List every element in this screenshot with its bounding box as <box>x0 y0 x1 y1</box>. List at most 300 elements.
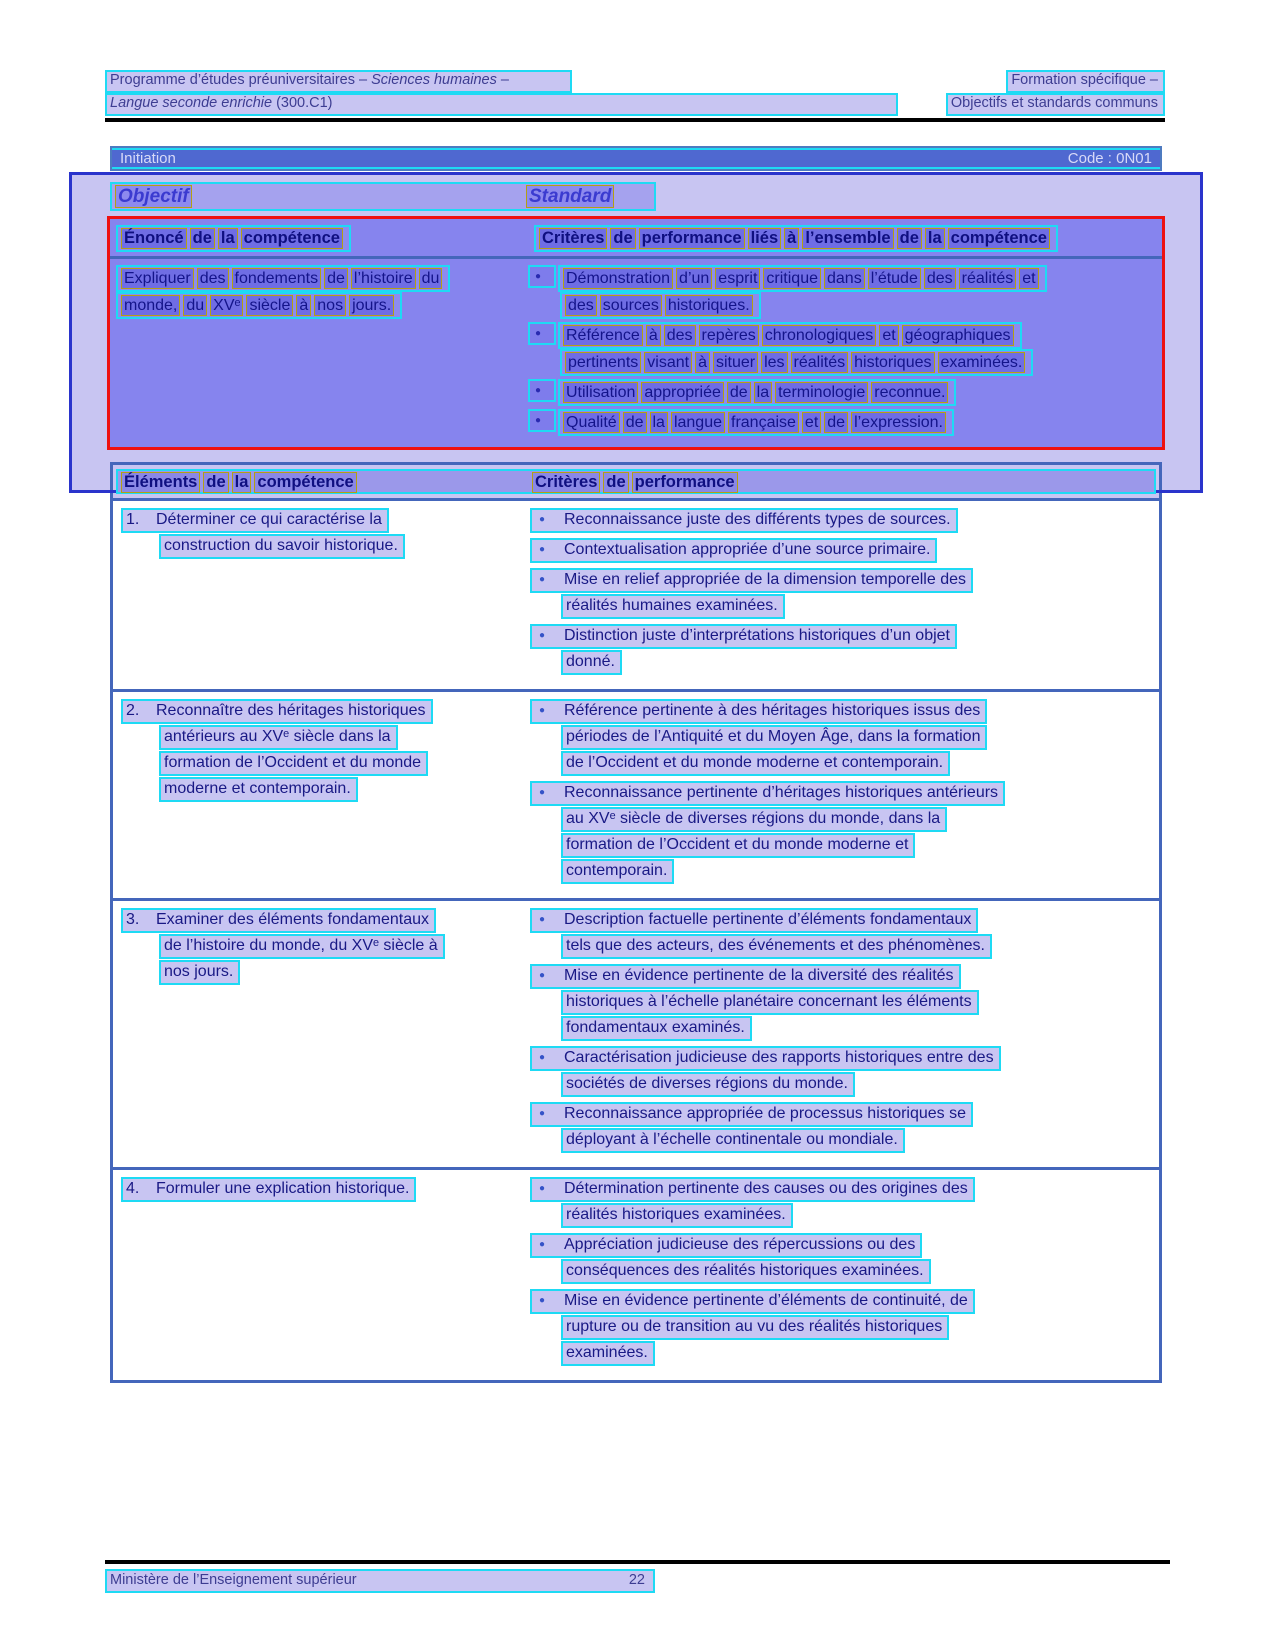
word-box: la <box>925 228 945 249</box>
line-text: examinées. <box>566 1344 648 1361</box>
line-text: formation de l’Occident et du monde moderne et <box>566 836 909 853</box>
word-box: fondements <box>232 268 322 289</box>
footer-page-number: 22 <box>628 1572 645 1588</box>
item-number: 2. <box>126 702 140 719</box>
criteria-line <box>530 1177 1150 1203</box>
criteria-line <box>530 1341 1150 1367</box>
highlight-line <box>558 409 954 436</box>
highlight-line <box>561 1259 931 1284</box>
word-box: visant <box>644 352 692 373</box>
item-number: 4. <box>126 1180 140 1197</box>
element-statement <box>121 908 521 986</box>
bullet-icon: ● <box>539 1052 546 1063</box>
highlight-line <box>561 833 915 858</box>
word-box: dans <box>824 268 865 289</box>
word-box: française <box>728 412 799 433</box>
statement-line <box>121 699 521 725</box>
enonce-body <box>116 265 1156 436</box>
criteria-line <box>530 508 1150 534</box>
highlight-line <box>530 568 973 593</box>
highlight-line <box>530 508 958 533</box>
banner-title: Initiation <box>120 150 176 167</box>
criteria-line <box>530 990 1150 1016</box>
statement-line <box>121 725 521 751</box>
statement-line <box>116 265 526 292</box>
word-box: Utilisation <box>563 382 638 403</box>
header-title-left <box>105 70 572 93</box>
criteria-line <box>530 908 1150 934</box>
objectif-standard-band <box>110 182 656 211</box>
statement-line <box>121 534 521 560</box>
highlight-line <box>159 934 445 959</box>
criteria-line <box>530 1046 1150 1072</box>
criteria-line <box>530 725 1150 751</box>
criteria-line <box>530 1315 1150 1341</box>
word-box: la <box>232 472 252 493</box>
item-number: 1. <box>126 511 140 528</box>
header-subtitle-code: (300.C1) <box>272 95 333 111</box>
word-box: de <box>824 412 848 433</box>
highlight-line <box>561 725 987 750</box>
criteria-line <box>528 292 1156 319</box>
elements-header-left <box>121 474 360 491</box>
criteria-item <box>530 624 1150 676</box>
word-box: à <box>695 352 710 373</box>
line-text: Référence pertinente à des héritages historiques issus des <box>564 702 981 719</box>
highlight-line <box>530 1289 975 1314</box>
elements-header-right <box>532 472 741 493</box>
word-box: des <box>197 268 229 289</box>
page-footer <box>105 1558 1170 1593</box>
word-box: Objectif <box>115 185 192 208</box>
highlight-line <box>121 1177 416 1202</box>
bullet-icon: ● <box>539 787 546 798</box>
highlight-line <box>561 1016 752 1041</box>
objectif-standard-row <box>107 182 1165 211</box>
highlight-line <box>159 751 428 776</box>
criteria-line <box>530 1289 1150 1315</box>
criteria-line <box>528 265 1156 292</box>
line-text: de l’Occident et du monde moderne et contemporain. <box>566 754 944 771</box>
criteria-line <box>530 1072 1150 1098</box>
criteria-line <box>530 1203 1150 1229</box>
word-box: compétence <box>241 228 343 249</box>
word-box: examinées. <box>938 352 1026 373</box>
line-text: périodes de l’Antiquité et du Moyen Âge, dans la formation <box>566 728 981 745</box>
criteria-item <box>530 1233 1150 1285</box>
criteria-item <box>530 538 1150 564</box>
line-text: Mise en évidence pertinente d’éléments de continuité, de <box>564 1292 968 1309</box>
highlight-line <box>561 990 979 1015</box>
criteria-list <box>530 699 1150 885</box>
criteria-line <box>530 859 1150 885</box>
highlight-line <box>558 322 1022 349</box>
banner-row <box>110 146 1162 171</box>
element-statement <box>121 1177 521 1203</box>
criteria-line <box>530 1128 1150 1154</box>
criteria-item <box>530 1289 1150 1367</box>
word-box: de <box>603 472 628 493</box>
word-box: performance <box>632 472 738 493</box>
line-text: Contextualisation appropriée d’une source primaire. <box>564 541 931 558</box>
word-box: liés <box>748 228 782 249</box>
criteria-line <box>528 322 1156 349</box>
element-statement <box>121 508 521 560</box>
footer-ministry: Ministère de l’Enseignement supérieur <box>110 1572 357 1588</box>
word-box: réalités <box>791 352 849 373</box>
line-text: Distinction juste d’interprétations historiques d’un objet <box>564 627 950 644</box>
bullet-icon: ● <box>539 544 546 555</box>
highlight-line <box>116 265 450 292</box>
word-box: à <box>296 295 311 316</box>
word-box: de <box>324 268 348 289</box>
word-box: la <box>218 228 238 249</box>
footer-band <box>105 1569 655 1593</box>
criteria-list <box>530 1177 1150 1367</box>
criteria-line <box>528 379 1156 406</box>
banner-code: Code : 0N01 <box>1067 150 1152 167</box>
word-box: à <box>784 228 799 249</box>
table-row <box>113 689 1159 898</box>
word-box: Éléments <box>121 472 200 493</box>
word-box: terminologie <box>775 382 868 403</box>
line-text: réalités historiques examinées. <box>566 1206 786 1223</box>
highlight-line <box>159 777 358 802</box>
line-text: conséquences des réalités historiques examinées. <box>566 1262 924 1279</box>
enonce-section <box>107 216 1165 450</box>
highlight-line <box>530 624 957 649</box>
criteria-item <box>530 699 1150 777</box>
highlight-line <box>159 534 405 559</box>
annotation-overlay-region <box>69 172 1203 493</box>
word-box: XVᵉ <box>210 295 243 316</box>
word-box: du <box>419 268 443 289</box>
highlight-line <box>558 265 1047 292</box>
word-box: compétence <box>948 228 1050 249</box>
criteria-line <box>530 781 1150 807</box>
word-box: réalités <box>959 268 1017 289</box>
line-text: Appréciation judicieuse des répercussions ou des <box>564 1236 916 1253</box>
criteria-item <box>530 1046 1150 1098</box>
highlight-line <box>561 1341 655 1366</box>
word-box: Énoncé <box>121 228 187 249</box>
highlight-line <box>561 807 947 832</box>
bullet-icon: ● <box>539 574 546 585</box>
highlight-line <box>159 725 398 750</box>
word-box: les <box>761 352 787 373</box>
header-line-1 <box>105 70 1165 93</box>
highlight-line <box>121 908 436 933</box>
word-box: et <box>879 325 898 346</box>
word-box: appropriée <box>641 382 724 403</box>
line-text: donné. <box>566 653 615 670</box>
criteria-item <box>530 964 1150 1042</box>
criteria-line <box>530 833 1150 859</box>
word-box: Référence <box>563 325 643 346</box>
criteria-line <box>528 409 1156 436</box>
statement-line <box>121 751 521 777</box>
word-box: des <box>924 268 956 289</box>
word-box: Expliquer <box>121 268 194 289</box>
highlight-line <box>561 1072 855 1097</box>
statement-line <box>121 960 521 986</box>
line-text: contemporain. <box>566 862 668 879</box>
criteria-line <box>530 1102 1150 1128</box>
header-subtitle-left <box>105 93 898 116</box>
highlight-line <box>530 908 978 933</box>
statement-line <box>121 908 521 934</box>
highlight-line <box>530 1102 973 1127</box>
bullet-icon: ● <box>539 705 546 716</box>
bullet-icon: ● <box>539 1108 546 1119</box>
word-box: monde, <box>121 295 180 316</box>
enonce-statement <box>116 265 526 319</box>
enonce-header-left <box>116 225 351 252</box>
header-title-left-tail: – <box>496 72 509 88</box>
criteria-list <box>530 508 1150 676</box>
highlight-line <box>560 349 1033 376</box>
line-text: au XVᵉ siècle de diverses régions du monde, dans la <box>566 810 941 827</box>
line-text: Mise en relief appropriée de la dimension temporelle des <box>564 571 966 588</box>
highlight-line <box>159 960 240 985</box>
highlight-line <box>561 934 992 959</box>
word-box: géographiques <box>902 325 1014 346</box>
word-box: du <box>183 295 207 316</box>
criteria-line <box>530 807 1150 833</box>
bullet-icon: ● <box>539 1295 546 1306</box>
line-text: sociétés de diverses régions du monde. <box>566 1075 848 1092</box>
header-subtitle-italic: Langue seconde enrichie <box>110 95 273 111</box>
highlight-line <box>530 538 937 563</box>
elements-header-band <box>116 469 1156 494</box>
highlight-line <box>530 964 961 989</box>
bullet-icon: ● <box>539 1183 546 1194</box>
highlight-line <box>561 650 622 675</box>
criteria-item <box>528 409 1156 436</box>
criteria-line <box>530 568 1150 594</box>
criteria-line <box>528 349 1156 376</box>
highlight-line <box>561 1203 793 1228</box>
word-box: historiques. <box>665 295 753 316</box>
word-box: la <box>754 382 772 403</box>
line-text: historiques à l’échelle planétaire concernant les éléments <box>566 993 972 1010</box>
line-text: fondamentaux examinés. <box>566 1019 745 1036</box>
line-text: antérieurs au XVᵉ siècle dans la <box>164 728 391 745</box>
line-text: Description factuelle pertinente d’éléments fondamentaux <box>564 911 972 928</box>
highlight-line <box>121 508 389 533</box>
criteria-line <box>530 934 1150 960</box>
highlight-line <box>530 1046 1001 1071</box>
criteria-item <box>528 265 1156 319</box>
highlight-line <box>530 1177 975 1202</box>
bullet-icon: ● <box>528 322 556 345</box>
word-box: l’étude <box>868 268 921 289</box>
word-box: repères <box>699 325 759 346</box>
line-text: Mise en évidence pertinente de la diversité des réalités <box>564 967 954 984</box>
line-text: Reconnaissance pertinente d’héritages historiques antérieurs <box>564 784 999 801</box>
word-box: l’ensemble <box>802 228 893 249</box>
word-box: de <box>203 472 228 493</box>
objectif-label <box>115 186 195 207</box>
word-box: performance <box>639 228 745 249</box>
line-text: déployant à l’échelle continentale ou mondiale. <box>566 1131 898 1148</box>
highlight-line <box>560 292 761 319</box>
line-text: Déterminer ce qui caractérise la <box>156 511 382 528</box>
highlight-line <box>530 699 987 724</box>
criteria-line <box>530 751 1150 777</box>
word-box: de <box>727 382 751 403</box>
highlight-line <box>561 751 950 776</box>
criteria-line <box>530 1233 1150 1259</box>
line-text: formation de l’Occident et du monde <box>164 754 422 771</box>
word-box: Critères <box>532 472 600 493</box>
highlight-line <box>561 1315 949 1340</box>
word-box: historiques <box>851 352 934 373</box>
word-box: des <box>565 295 597 316</box>
header-title-left-text: Programme d’études préuniversitaires – <box>110 72 372 88</box>
criteria-item <box>530 1102 1150 1154</box>
word-box: critique <box>763 268 821 289</box>
bullet-icon: ● <box>539 514 546 525</box>
bullet-icon: ● <box>539 1239 546 1250</box>
word-box: l’histoire <box>351 268 416 289</box>
enonce-header-right <box>534 225 1058 252</box>
line-text: moderne et contemporain. <box>164 780 351 797</box>
word-box: à <box>646 325 661 346</box>
banner-band <box>112 148 1160 169</box>
criteria-line <box>530 1016 1150 1042</box>
word-box: compétence <box>254 472 356 493</box>
word-box: l’expression. <box>851 412 946 433</box>
statement-line <box>121 1177 521 1203</box>
criteria-item <box>530 1177 1150 1229</box>
highlight-line <box>558 379 956 406</box>
line-text: réalités humaines examinées. <box>566 597 778 614</box>
word-box: de <box>897 228 922 249</box>
word-box: siècle <box>246 295 293 316</box>
word-box: des <box>664 325 696 346</box>
element-statement <box>121 699 521 803</box>
header-line-2 <box>105 93 1165 116</box>
highlight-line <box>121 699 433 724</box>
bullet-icon: ● <box>539 970 546 981</box>
word-box: chronologiques <box>762 325 877 346</box>
line-text: construction du savoir historique. <box>164 537 398 554</box>
line-text: de l’histoire du monde, du XVᵉ siècle à <box>164 937 438 954</box>
highlight-line <box>561 1128 905 1153</box>
word-box: sources <box>600 295 662 316</box>
criteria-line <box>530 699 1150 725</box>
statement-line <box>121 777 521 803</box>
word-box: pertinents <box>565 352 641 373</box>
bullet-icon: ● <box>539 630 546 641</box>
word-box: reconnue. <box>871 382 948 403</box>
word-box: de <box>623 412 647 433</box>
line-text: Reconnaissance appropriée de processus historiques se <box>564 1105 967 1122</box>
table-row <box>113 501 1159 689</box>
word-box: jours. <box>349 295 394 316</box>
word-box: et <box>802 412 821 433</box>
header-title-left-italic: Sciences humaines <box>371 72 497 88</box>
word-box: nos <box>314 295 346 316</box>
bullet-icon: ● <box>528 265 556 288</box>
line-text: Caractérisation judicieuse des rapports historiques entre des <box>564 1049 994 1066</box>
competency-table <box>110 146 1162 1383</box>
bullet-icon: ● <box>528 379 556 402</box>
criteria-line <box>530 624 1150 650</box>
word-box: langue <box>671 412 725 433</box>
highlight-line <box>561 859 674 884</box>
item-number: 3. <box>126 911 140 928</box>
bullet-icon: ● <box>528 409 556 432</box>
criteria-item <box>528 379 1156 406</box>
word-box: esprit <box>715 268 760 289</box>
highlight-line <box>116 292 402 319</box>
criteria-item <box>528 322 1156 376</box>
line-text: rupture ou de transition au vu des réalités historiques <box>566 1318 943 1335</box>
enonce-header-row <box>116 225 1156 253</box>
statement-line <box>121 508 521 534</box>
header-subtitle-right: Objectifs et standards communs <box>946 93 1165 116</box>
criteria-line <box>530 538 1150 564</box>
enonce-divider <box>110 256 1162 259</box>
line-text: nos jours. <box>164 963 234 980</box>
criteria-line <box>530 650 1150 676</box>
criteria-list <box>530 908 1150 1154</box>
line-text: Reconnaître des héritages historiques <box>156 702 426 719</box>
line-text: Détermination pertinente des causes ou des origines des <box>564 1180 968 1197</box>
line-text: tels que des acteurs, des événements et des phénomènes. <box>566 937 985 954</box>
criteria-line <box>530 964 1150 990</box>
word-box: Démonstration <box>563 268 673 289</box>
line-text: Formuler une explication historique. <box>156 1180 410 1197</box>
header-title-right: Formation spécifique – <box>1006 70 1165 93</box>
criteria-item <box>530 508 1150 534</box>
word-box: d’un <box>676 268 712 289</box>
line-text: Examiner des éléments fondamentaux <box>156 911 430 928</box>
standard-label <box>526 185 617 208</box>
criteria-item <box>530 781 1150 885</box>
criteria-item <box>530 568 1150 620</box>
criteria-line <box>530 1259 1150 1285</box>
table-row <box>113 1167 1159 1380</box>
table-row <box>113 898 1159 1167</box>
word-box: Qualité <box>563 412 620 433</box>
word-box: de <box>610 228 635 249</box>
elements-header-row <box>110 462 1162 501</box>
bullet-icon: ● <box>539 914 546 925</box>
criteria-line <box>530 594 1150 620</box>
line-text: Reconnaissance juste des différents types de sources. <box>564 511 951 528</box>
word-box: Critères <box>539 228 607 249</box>
highlight-line <box>530 781 1005 806</box>
highlight-line <box>561 594 785 619</box>
word-box: de <box>190 228 215 249</box>
word-box: situer <box>713 352 758 373</box>
elements-rows <box>110 501 1162 1383</box>
word-box: la <box>650 412 668 433</box>
page-header <box>105 70 1165 122</box>
highlight-line <box>530 1233 922 1258</box>
criteria-item <box>530 908 1150 960</box>
header-rule <box>105 118 1165 122</box>
word-box: Standard <box>526 185 614 208</box>
enonce-criteria-list <box>528 265 1156 436</box>
statement-line <box>116 292 526 319</box>
word-box: et <box>1019 268 1038 289</box>
footer-rule <box>105 1560 1170 1564</box>
statement-line <box>121 934 521 960</box>
